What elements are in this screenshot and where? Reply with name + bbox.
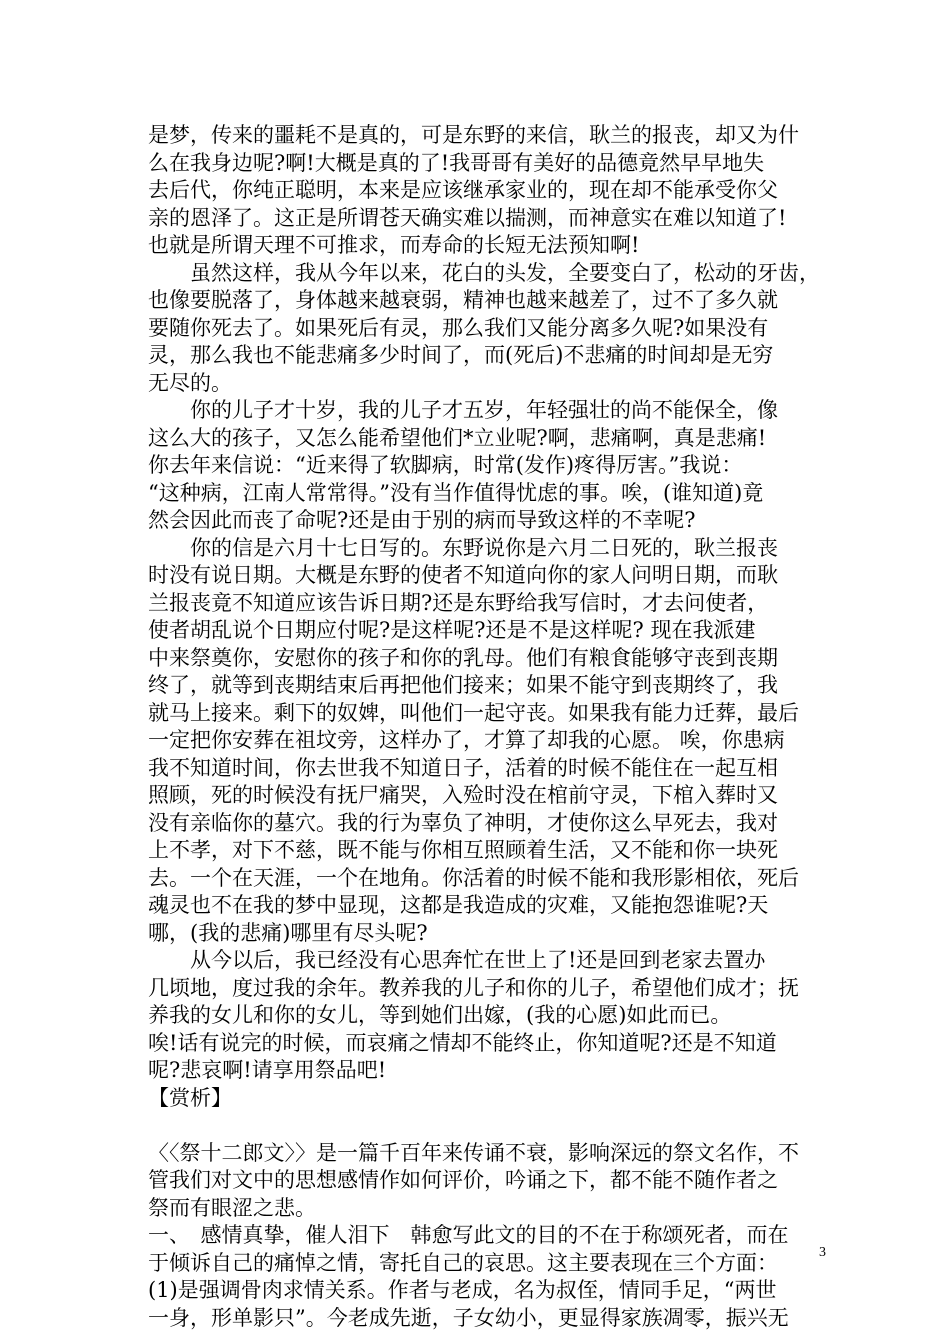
text-line: 兰报丧竟不知道应该告诉日期?还是东野给我写信时，才去问使者， bbox=[148, 590, 769, 615]
body-text bbox=[148, 122, 828, 1332]
text-line: 你的儿子才十岁，我的儿子才五岁，年轻强壮的尚不能保全，像 bbox=[148, 398, 778, 422]
text-line: 虽然这样，我从今年以来，花白的头发，全要变白了，松动的牙齿， bbox=[148, 260, 820, 285]
text-line: 一定把你安葬在祖坟旁，这样办了，才算了却我的心愿。 唉，你患病 bbox=[148, 728, 785, 752]
text-line: 〈〈祭十二郎文〉〉是一篇千百年来传诵不衰，影响深远的祭文名作，不 bbox=[148, 1140, 799, 1165]
text-line: 时没有说日期。大概是东野的使者不知道向你的家人问明日期，而耿 bbox=[148, 563, 778, 587]
text-line: (1)是强调骨肉求情关系。作者与老成，名为叔侄，情同手足，“两世 bbox=[148, 1278, 777, 1302]
text-line: 照顾，死的时候没有抚尸痛哭，入殓时没在棺前守灵，下棺入葬时又 bbox=[148, 783, 778, 807]
text-line: 么在我身边呢?啊!大概是真的了!我哥哥有美好的品德竟然早早地失 bbox=[148, 150, 765, 175]
text-line: 你去年来信说：“近来得了软脚病，时常(发作)疼得厉害。”我说： bbox=[148, 453, 743, 477]
text-line: 要随你死去了。如果死后有灵，那么我们又能分离多久呢?如果没有 bbox=[148, 315, 769, 340]
text-line: 于倾诉自己的痛悼之情，寄托自己的哀思。这主要表现在三个方面： bbox=[148, 1250, 778, 1275]
text-line: 这么大的孩子，又怎么能希望他们*立业呢?啊，悲痛啊，真是悲痛! bbox=[148, 425, 767, 450]
text-line: 就马上接来。剩下的奴婢，叫他们一起守丧。如果我有能力迁葬，最后 bbox=[148, 700, 799, 725]
section-heading-appreciation: 【赏析】 bbox=[148, 1085, 232, 1110]
text-line: 亲的恩泽了。这正是所谓苍天确实难以揣测，而神意实在难以知道了! bbox=[148, 205, 787, 230]
text-line: 然会因此而丧了命呢?还是由于别的病而导致这样的不幸呢? bbox=[148, 508, 696, 532]
text-line: 祭而有眼涩之悲。 bbox=[148, 1195, 316, 1220]
text-line: 也就是所谓天理不可推求，而寿命的长短无法预知啊! bbox=[148, 233, 640, 257]
text-line: 一身，形单影只”。今老成先逝，子女幼小，更显得家族凋零，振兴无 bbox=[148, 1305, 789, 1330]
text-line: 也像要脱落了，身体越来越衰弱，精神也越来越差了，过不了多久就 bbox=[148, 288, 778, 312]
text-line: 去。一个在天涯，一个在地角。你活着的时候不能和我形影相依，死后 bbox=[148, 865, 799, 890]
text-line: 我不知道时间，你去世我不知道日子，活着的时候不能住在一起互相 bbox=[148, 755, 778, 780]
text-line: 唉!话有说完的时候，而哀痛之情却不能终止，你知道呢?还是不知道 bbox=[148, 1030, 777, 1055]
text-line: 是梦，传来的噩耗不是真的，可是东野的来信，耿兰的报丧，却又为什 bbox=[148, 123, 799, 147]
text-line: 养我的女儿和你的女儿，等到她们出嫁，(我的心愿)如此而已。 bbox=[148, 1003, 732, 1027]
text-line: 去后代，你纯正聪明，本来是应该继承家业的，现在却不能承受你父 bbox=[148, 178, 778, 202]
text-line: 呢?悲哀啊!请享用祭品吧! bbox=[148, 1058, 387, 1082]
text-line: 终了，就等到丧期结束后再把他们接来；如果不能守到丧期终了，我 bbox=[148, 673, 778, 697]
text-line: 从今以后，我已经没有心思奔忙在世上了!还是回到老家去置办 bbox=[148, 948, 766, 972]
text-line: 几顷地，度过我的余年。教养我的儿子和你的儿子，希望他们成才；抚 bbox=[148, 975, 799, 1000]
text-line: 无尽的。 bbox=[148, 370, 232, 395]
text-line: “这种病，江南人常常得。”没有当作值得忧虑的事。唉，(谁知道)竟 bbox=[148, 480, 764, 505]
text-line: 没有亲临你的墓穴。我的行为辜负了神明，才使你这么早死去，我对 bbox=[148, 810, 778, 835]
page-number: 3 bbox=[819, 1245, 826, 1260]
text-line: 使者胡乱说个日期应付呢?是这样呢?还是不是这样呢? 现在我派建 bbox=[148, 618, 756, 642]
text-line: 灵，那么我也不能悲痛多少时间了，而(死后)不悲痛的时间却是无穷 bbox=[148, 343, 774, 367]
text-line: 管我们对文中的思想感情作如何评价，吟诵之下，都不能不随作者之 bbox=[148, 1168, 778, 1192]
blank-line bbox=[148, 1112, 828, 1140]
text-line: 一、 感情真挚，催人泪下 韩愈写此文的目的不在于称颂死者，而在 bbox=[148, 1223, 789, 1247]
text-line: 哪，(我的悲痛)哪里有尽头呢? bbox=[148, 920, 428, 945]
text-line: 中来祭奠你，安慰你的孩子和你的乳母。他们有粮食能够守丧到丧期 bbox=[148, 645, 778, 670]
text-line: 魂灵也不在我的梦中显现，这都是我造成的灾难，又能抱怨谁呢?天 bbox=[148, 893, 769, 917]
text-line: 你的信是六月十七日写的。东野说你是六月二日死的，耿兰报丧 bbox=[148, 535, 778, 560]
text-line: 上不孝，对下不慈，既不能与你相互照顾着生活，又不能和你一块死 bbox=[148, 838, 778, 862]
